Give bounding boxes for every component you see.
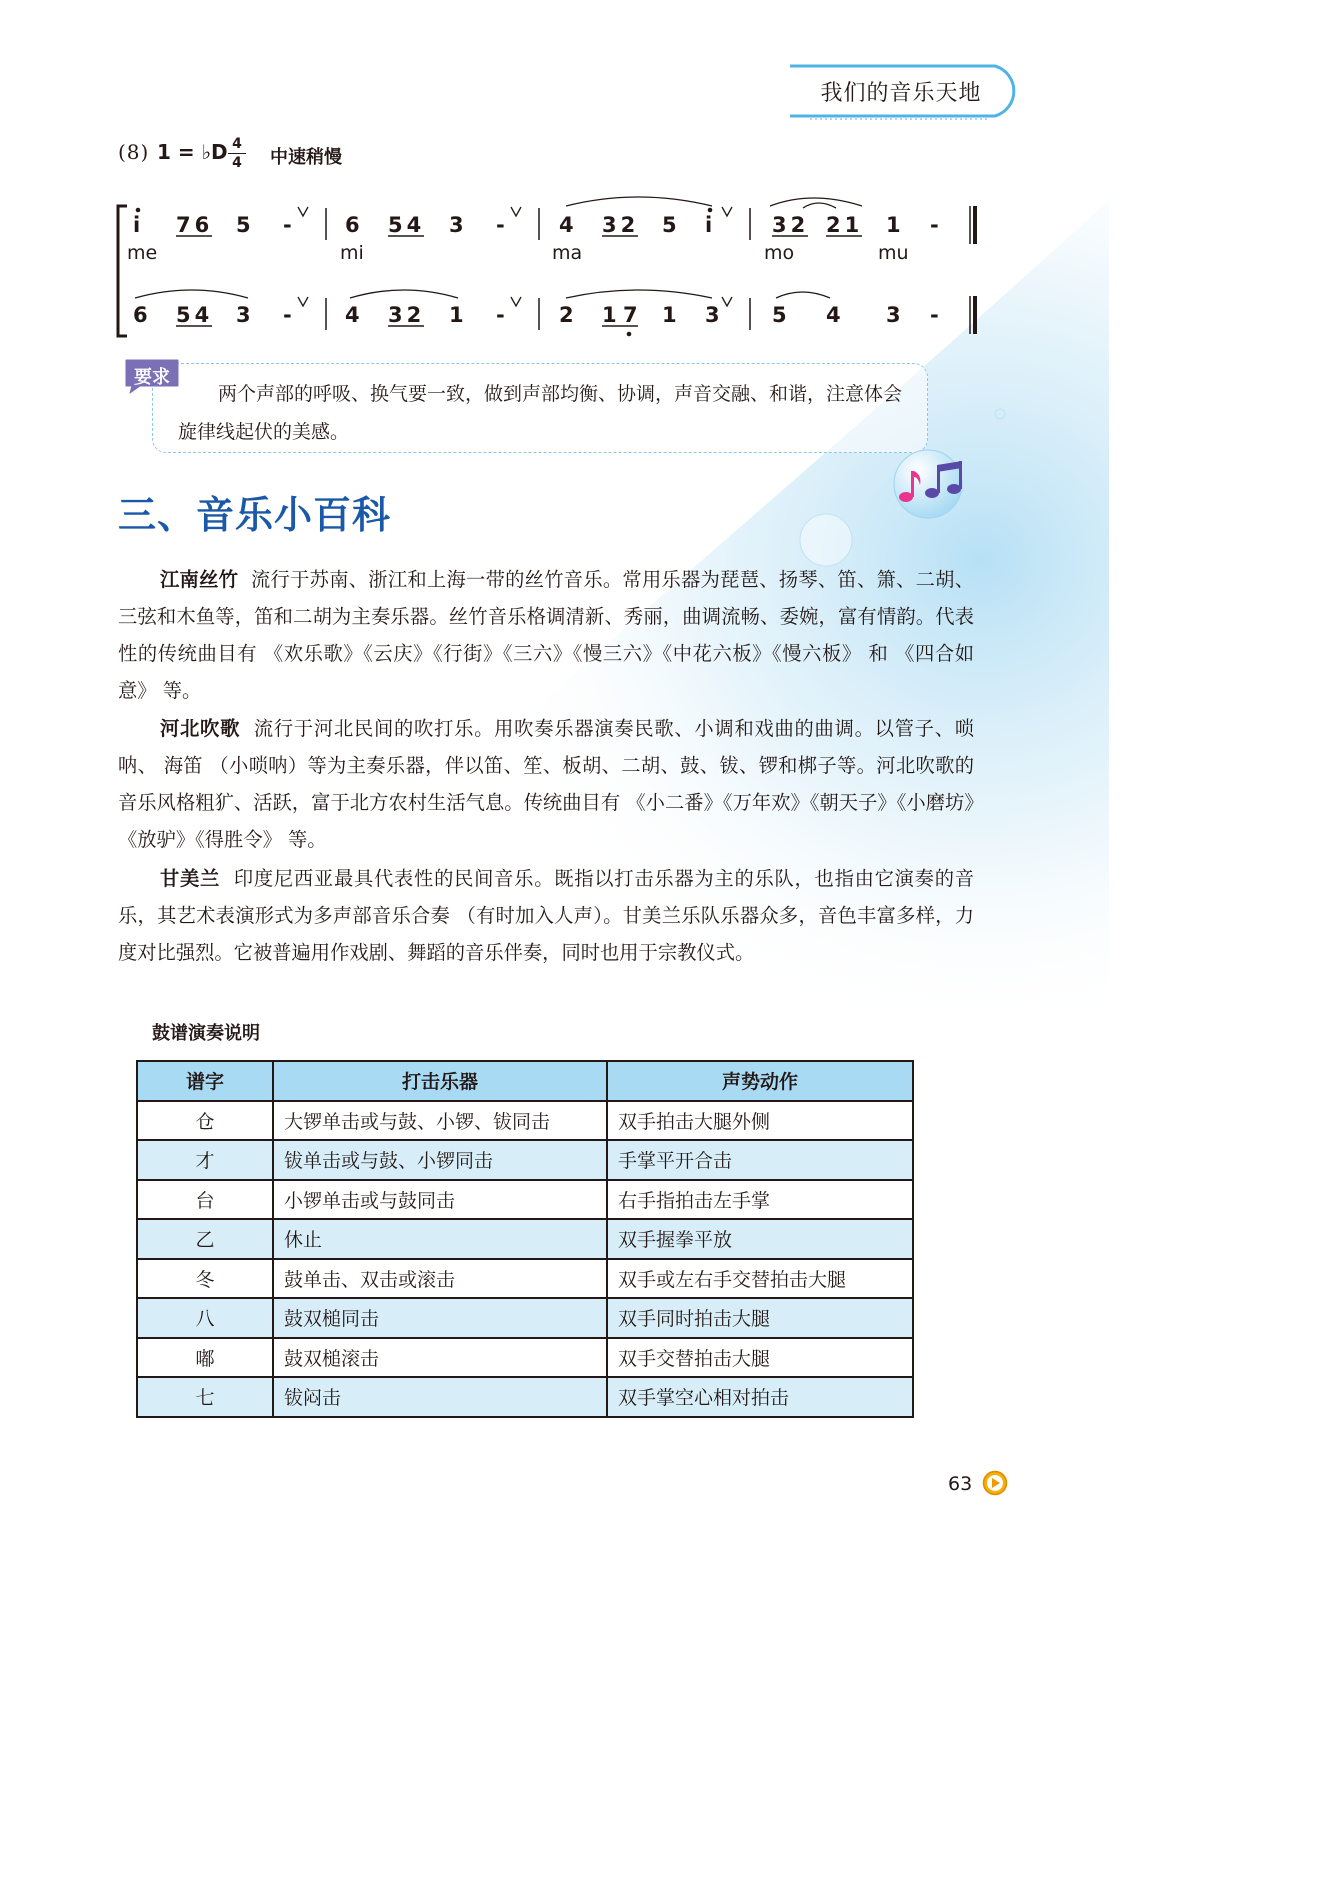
table-cell: 钹闷击 [273,1377,607,1417]
score-lyric: ma [552,242,583,264]
score-note: 76 [176,213,214,237]
page-number: 63 [948,1473,973,1495]
table-cell: 大锣单击或与鼓、小锣、钹同击 [273,1101,607,1141]
table-header-row [137,1061,913,1101]
entry-term: 甘美兰 [160,867,221,890]
score-note: 3 [886,303,901,327]
table-cell: 双手拍击大腿外侧 [607,1101,913,1141]
requirement-text: 两个声部的呼吸、换气要一致，做到声部均衡、协调，声音交融、和谐，注意体会旋律线起伏的美感。 [178,383,903,443]
score-note: 7 [623,303,638,327]
score-note: - [283,303,292,327]
score-note: 1 [602,303,617,327]
table-cell: 才 [137,1140,273,1180]
table-cell: 右手指拍击左手掌 [607,1180,913,1220]
entry-term: 江南丝竹 [160,568,239,591]
table-row [137,1140,913,1180]
entry-text: 流行于苏南、浙江和上海一带的丝竹音乐。常用乐器为琵琶、扬琴、笛、箫、二胡、三弦和木鱼等，笛和二胡为主奏乐器。丝竹音乐格调清新、秀丽，曲调流畅、委婉，富有情韵。代表性的传统曲目有 《欢乐歌》《云庆》《行街》《三六》《慢三六》《中花六板》《慢六板》 和 《四合如意》 等。 [118,568,975,702]
key-signature: 1 = ♭D [157,140,228,164]
score-staff [0,0,1109,360]
table-row [137,1180,913,1220]
table-cell: 双手掌空心相对拍击 [607,1377,913,1417]
score-note: 4 [345,303,360,327]
score-note: 3 [705,303,720,327]
score-note: 4 [559,213,574,237]
table-row [137,1377,913,1417]
score-note: 32 [388,303,426,327]
table-cell: 鼓双槌滚击 [273,1338,607,1378]
table-row [137,1338,913,1378]
score-note: - [496,213,505,237]
score-note: 54 [176,303,214,327]
table-cell: 小锣单击或与鼓同击 [273,1180,607,1220]
score-note: 1 [886,213,901,237]
score-note: - [930,213,939,237]
score-lyric: mi [340,242,364,264]
score-note: 5 [772,303,787,327]
table-row [137,1219,913,1259]
table-row [137,1101,913,1141]
meter-bottom: 4 [232,155,242,171]
entry-text: 流行于河北民间的吹打乐。用吹奏乐器演奏民歌、小调和戏曲的曲调。以管子、唢呐、 海笛 （小唢呐）等为主奏乐器，伴以笛、笙、板胡、二胡、鼓、钹、锣和梆子等。河北吹歌的音乐风格粗犷、活跃，富于北方农村生活气息。传统曲目有 《小二番》《万年欢》《朝天子》《小磨坊》《放驴》《得胜令》 等。 [118,717,975,851]
score-note: 5 [662,213,677,237]
tempo-marking: 中速稍慢 [270,147,342,168]
score-note: i [133,213,141,237]
score-lyric: me [127,242,158,264]
table-row [137,1298,913,1338]
table-cell: 手掌平开合击 [607,1140,913,1180]
table-row [137,1259,913,1299]
play-icon [982,1470,1008,1496]
table-cell: 休止 [273,1219,607,1259]
section-title: 三、音乐小百科 [118,493,392,537]
table-cell: 双手交替拍击大腿 [607,1338,913,1378]
table-cell: 仓 [137,1101,273,1141]
encyclopedia-entry [118,561,974,709]
score-note: 6 [133,303,148,327]
table-cell: 七 [137,1377,273,1417]
table-cell: 冬 [137,1259,273,1299]
table-cell: 乙 [137,1219,273,1259]
score-number: (8) [118,140,150,164]
header-title: 我们的音乐天地 [820,81,982,106]
score-note: 1 [662,303,677,327]
score-note: 54 [388,213,426,237]
meter-top: 4 [232,136,242,152]
entry-term: 河北吹歌 [160,717,241,740]
score-note: 32 [772,213,810,237]
table-cell: 八 [137,1298,273,1338]
score-note: i [705,213,713,237]
table-cell: 双手或左右手交替拍击大腿 [607,1259,913,1299]
score-note: 2 [559,303,574,327]
score-note: 5 [236,213,251,237]
score-note: 1 [449,303,464,327]
score-note: - [930,303,939,327]
table-cell: 嘟 [137,1338,273,1378]
table-cell: 钹单击或与鼓、小锣同击 [273,1140,607,1180]
table-cell: 鼓单击、双击或滚击 [273,1259,607,1299]
score-note: 32 [602,213,640,237]
table-header-cell: 声势动作 [607,1061,913,1101]
table-cell: 双手握拳平放 [607,1219,913,1259]
encyclopedia-entry [118,710,974,858]
music-notes-icon [880,447,976,521]
score-note: 21 [826,213,864,237]
table-cell: 鼓双槌同击 [273,1298,607,1338]
table-cell: 双手同时拍击大腿 [607,1298,913,1338]
score-note: - [283,213,292,237]
score-note: - [496,303,505,327]
requirement-badge: 要求 [134,367,170,388]
entry-text: 印度尼西亚最具代表性的民间音乐。既指以打击乐器为主的乐队，也指由它演奏的音乐，其艺术表演形式为多声部音乐合奏 （有时加入人声）。甘美兰乐队乐器众多，音色丰富多样，力度对比强烈。它被普遍用作戏剧、舞蹈的音乐伴奏，同时也用于宗教仪式。 [118,867,974,964]
table-cell: 台 [137,1180,273,1220]
score-note: 3 [236,303,251,327]
score-note: 3 [449,213,464,237]
table-header-cell: 谱字 [137,1061,273,1101]
score-note: 4 [826,303,841,327]
score-lyric: mu [878,242,909,264]
score-lyric: mo [764,242,795,264]
score-note: 6 [345,213,360,237]
table-caption: 鼓谱演奏说明 [152,1023,260,1044]
drum-notation-table [136,1060,914,1418]
table-header-cell: 打击乐器 [273,1061,607,1101]
encyclopedia-entry [118,860,974,971]
